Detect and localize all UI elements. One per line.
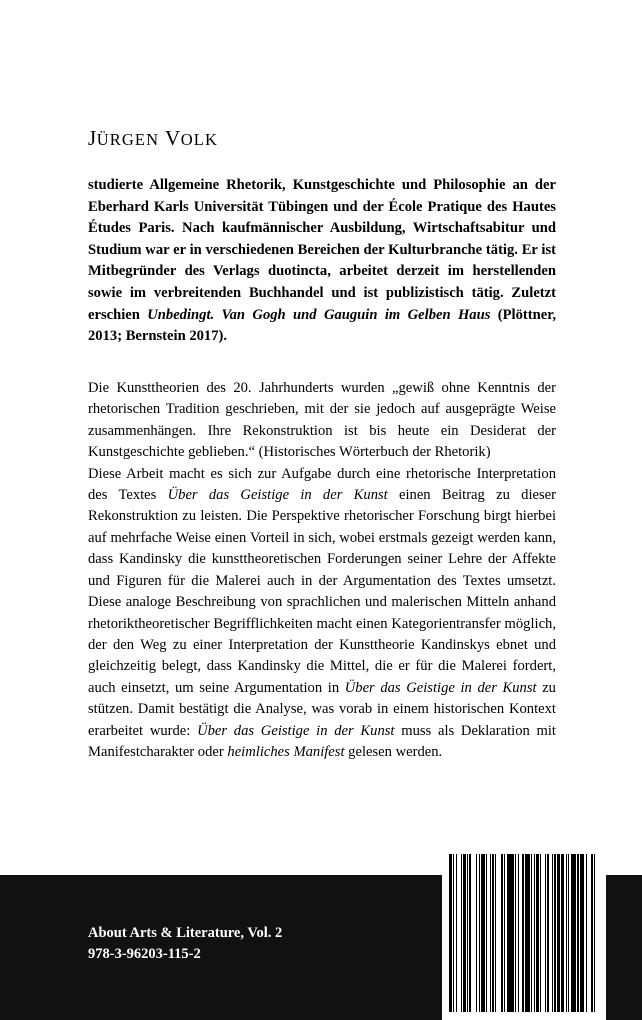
blurb-title-1: Über das Geistige in der Kunst (167, 486, 388, 503)
blurb-title-2: Über das Geistige in der Kunst (344, 679, 537, 696)
author-last-initial: V (164, 126, 181, 150)
bio-text-part-1: studierte Allgemeine Rhetorik, Kunstgeschichte und Philosophie an der Eberhard Karls Universität Tübingen und der École Pratique des Hautes Études Paris. Nach kaufmännischer Ausbildung, Wirtschaftsabitur und Studium war er in verschiedenen Bereichen der Kulturbranche tätig. Er ist Mitbegründer des Verlags duotincta, arbeitet derzeit im herstellenden sowie im verbreitenden Buchhandel und ist publizistisch tätig. Zuletzt erschien (88, 177, 556, 323)
book-blurb (88, 378, 556, 764)
blurb-sentence-3: einen Beitrag zu dieser Rekonstruktion zu leisten. Die Perspektive rhetorischer Forschung birgt hierbei auf mehrfache Weise einen Vorteil in sich, wobei erstmals gezeigt werden kann, dass Kandinsky die kunsttheoretischen Forderungen seiner Lehre der Affekte und Figuren für die Malerei auch in der Argumentation des Textes umsetzt. Diese analoge Beschreibung von sprachlichen und malerischen Mitteln anhand rhetoriktheoretischer Begrifflichkeiten macht einen Kategorientransfer möglich, der den Weg zu einer Interpretation der Kunsttheorie Kandinskys ebnet und gleichzeitig belegt, dass Kandinsky die Mittel, die er für die Malerei fordert, auch einsetzt, um seine Argumentation in (88, 486, 556, 696)
barcode-area (442, 845, 606, 1020)
barcode-bar (595, 854, 598, 1012)
series-label: About Arts & Literature, Vol. 2 (88, 925, 283, 941)
blurb-term-manifest: heimliches Manifest (227, 744, 345, 761)
author-first-rest: ÜRGEN (96, 130, 160, 149)
blurb-sentence-2: Diese Arbeit macht es sich zur Aufgabe durch eine rhetorische Interpretation des Textes (88, 465, 556, 503)
blurb-sentence-4: zu stützen. Damit bestätigt die Analyse, was vorab in einem historischen Kontext erarbeitet wurde: (88, 679, 556, 739)
author-name (88, 128, 556, 149)
blurb-sentence-6: gelesen werden. (344, 744, 443, 761)
blurb-quote-paragraph (88, 378, 556, 464)
isbn-label: 978-3-96203-115-2 (88, 946, 201, 963)
cover-content (88, 128, 556, 764)
author-biography (88, 175, 556, 348)
blurb-title-3: Über das Geistige in der Kunst (197, 722, 395, 739)
bio-text-part-3: (Plöttner, 2013; Bernstein 2017). (88, 306, 557, 345)
blurb-main-paragraph (88, 464, 556, 764)
footer-text-block (88, 923, 282, 965)
author-last-rest: OLK (180, 130, 218, 149)
blurb-sentence-5: muss als Deklaration mit Manifestcharakter oder (88, 722, 556, 761)
author-first-initial: J (88, 126, 97, 150)
blurb-sentence-1: Die Kunsttheorien des 20. Jahrhunderts wurden „gewiß ohne Kenntnis der rhetorischen Tradition geschrieben, mit der sie jedoch auf ausgeprägte Weise zusammenhängen. Ihre Rekonstruktion ist bis heute ein Desiderat der Kunstgeschichte geblieben.“ (Historisches Wörterbuch der Rhetorik) (88, 379, 556, 461)
bio-book-title: Unbedingt. Van Gogh und Gauguin im Gelben Haus (147, 306, 491, 323)
isbn-barcode (449, 854, 599, 1012)
